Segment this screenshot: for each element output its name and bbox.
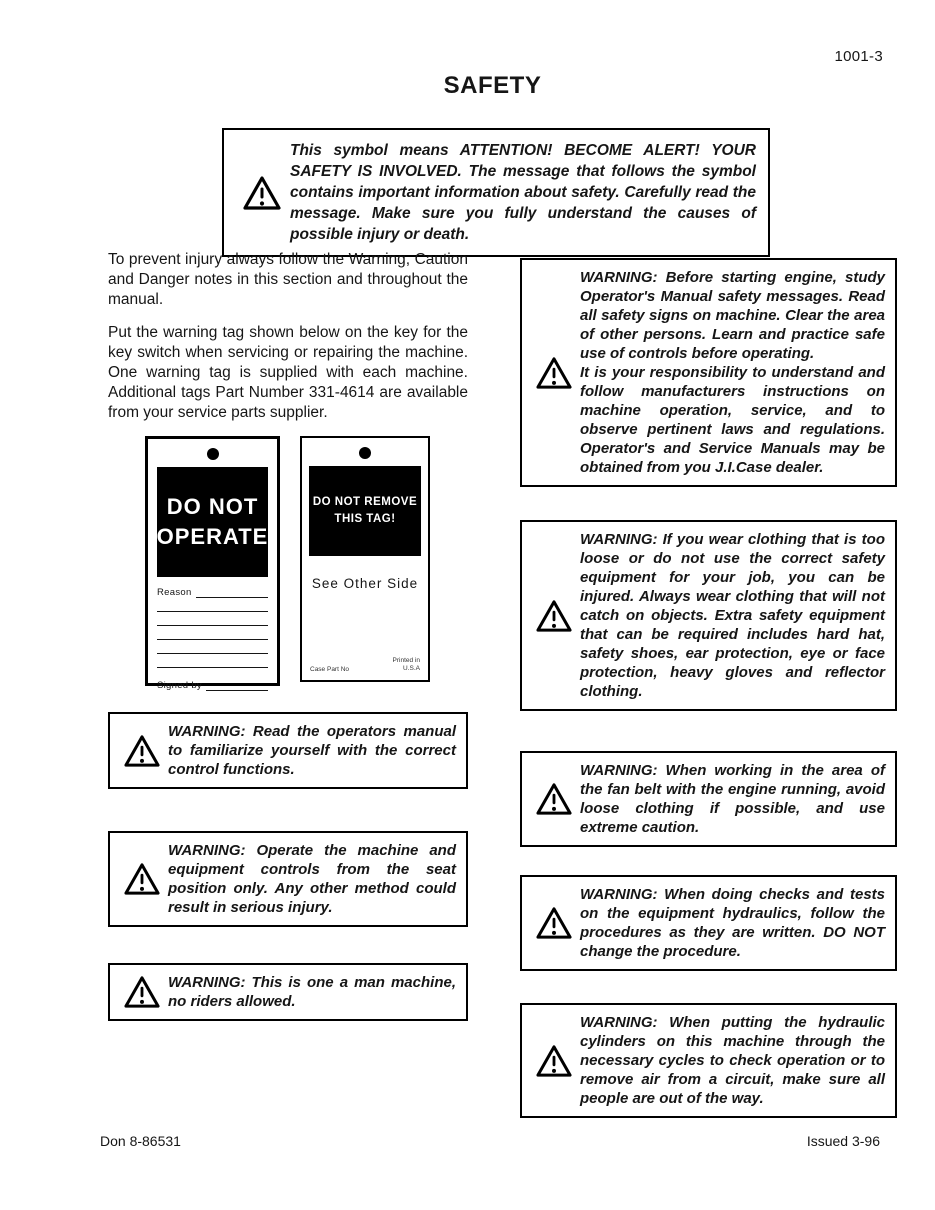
warning-text: WARNING: Operate the machine and equipment controls from the seat position only. Any other method could result in serious injury. xyxy=(168,842,456,916)
warning-box-seat-position xyxy=(108,831,468,927)
panel-line: OPERATE xyxy=(156,524,269,549)
write-line xyxy=(157,598,268,612)
write-line xyxy=(196,587,268,598)
warning-box-before-starting xyxy=(520,258,897,487)
warning-triangle-icon xyxy=(528,356,580,390)
see-other-side-text: See Other Side xyxy=(311,576,419,591)
warning-box-hydraulic-cylinders xyxy=(520,1003,897,1118)
warning-triangle-icon xyxy=(528,906,580,940)
intro-paragraph-1: To prevent injury always follow the Warning, Caution and Danger notes in this section and throughout the manual. xyxy=(108,251,468,308)
warning-triangle-icon xyxy=(528,782,580,816)
warning-text: WARNING: When working in the area of the fan belt with the engine running, avoid loose clothing if possible, and use extreme caution. xyxy=(580,762,885,836)
intro-paragraph-2: Put the warning tag shown below on the key for the key switch when servicing or repairing the machine. One warning tag is supplied with each machine. Additional tags Part Number 331-4614 are available from your service parts supplier. xyxy=(108,324,468,421)
warning-triangle-icon xyxy=(528,1044,580,1078)
warning-triangle-icon xyxy=(528,599,580,633)
write-line xyxy=(157,654,268,668)
panel-line: DO NOT REMOVE xyxy=(312,496,418,508)
page-title: SAFETY xyxy=(443,72,542,99)
warning-text: WARNING: This is one a man machine, no riders allowed. xyxy=(168,974,456,1010)
warning-triangle-icon xyxy=(116,975,168,1009)
warning-box-clothing-safety xyxy=(520,520,897,711)
warning-text: WARNING: Read the operators manual to familiarize yourself with the correct control functions. xyxy=(168,723,456,778)
warning-triangle-icon xyxy=(234,175,290,211)
signed-by-label: Signed by xyxy=(157,680,202,691)
do-not-operate-tag xyxy=(145,436,280,691)
reason-row xyxy=(157,587,268,598)
warning-triangle-icon xyxy=(116,734,168,768)
attention-notice-text: This symbol means ATTENTION! BECOME ALERT! YOUR SAFETY IS INVOLVED. The message that follows the symbol contains important information about safety. Carefully read the message. Make sure you fully understand the causes of possible injury or death. xyxy=(290,142,756,243)
write-line xyxy=(206,680,268,691)
tag-smallprint xyxy=(310,657,420,673)
page-number: 1001-3 xyxy=(834,48,883,65)
warning-text: WARNING: If you wear clothing that is too loose or do not use the correct safety equipment for your job, you can be injured. Always wear clothing that will not catch on objects. Extra safety equipment that can be required includes hard hat, safety shoes, ear protection, eye or face protection, heavy gloves and reflector clothing. xyxy=(580,531,885,700)
write-line xyxy=(157,640,268,654)
write-line xyxy=(157,612,268,626)
warning-text: WARNING: When doing checks and tests on the equipment hydraulics, follow the procedures as they are written. DO NOT change the procedure. xyxy=(580,886,885,960)
warning-text: WARNING: When putting the hydraulic cylinders on this machine through the necessary cycles to check operation or to remove air from a circuit, make sure all people are out of the way. xyxy=(580,1014,885,1107)
form-number: Don 8-86531 xyxy=(100,1133,181,1149)
do-not-remove-panel xyxy=(309,466,421,556)
warning-box-operators-manual xyxy=(108,712,468,789)
warning-box-no-riders xyxy=(108,963,468,1021)
attention-notice-box xyxy=(222,128,770,257)
warning-box-hydraulic-checks xyxy=(520,875,897,971)
issue-date: Issued 3-96 xyxy=(806,1133,880,1149)
right-column xyxy=(520,252,897,1118)
panel-line: DO NOT xyxy=(166,494,259,519)
left-column xyxy=(108,250,468,1021)
printed-in-usa-label: Printed in U.S.A xyxy=(392,657,420,672)
warning-text: WARNING: Before starting engine, study Operator's Manual safety messages. Read all safety signs on machine. Clear the area of other persons. Learn and practice safe use of controls before operating. It is your responsibility to understand and follow manufacturers instructions on machine operation, service, and to observe pertinent laws and regulations. Operator's and Service Manuals may be obtained from you J.I.Case dealer. xyxy=(580,269,885,476)
tag-hole xyxy=(359,447,371,459)
warning-triangle-icon xyxy=(116,862,168,896)
signed-by-row xyxy=(157,680,268,691)
tag-hole xyxy=(207,448,219,460)
do-not-operate-panel xyxy=(157,467,268,577)
warning-tags-figure xyxy=(145,436,468,691)
write-line xyxy=(157,626,268,640)
case-part-no-label: Case Part No xyxy=(310,666,350,673)
panel-line: THIS TAG! xyxy=(334,513,396,525)
warning-box-fan-belt xyxy=(520,751,897,847)
do-not-remove-tag xyxy=(300,436,430,682)
tag-write-in-area xyxy=(148,577,277,691)
reason-label: Reason xyxy=(157,587,192,598)
